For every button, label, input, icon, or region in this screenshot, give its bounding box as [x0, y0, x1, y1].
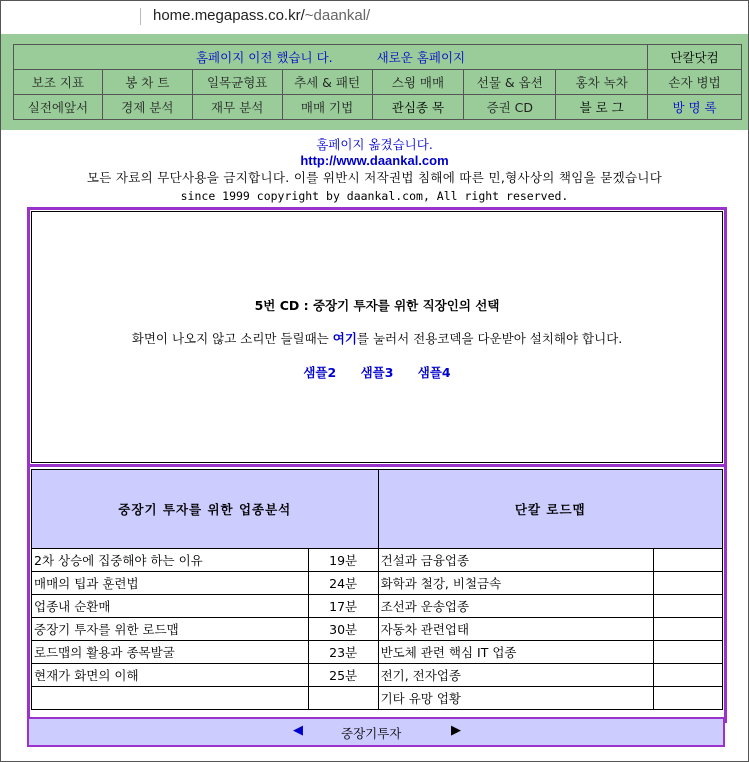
roadmap-title[interactable]: 조선과 운송업종	[378, 595, 654, 618]
nav-item-tea[interactable]: 홍차 녹차	[556, 70, 648, 95]
codec-download-link[interactable]: 여기	[332, 331, 357, 346]
sample-links	[32, 363, 722, 381]
roadmap-title[interactable]: 화학과 철강, 비철금속	[378, 572, 654, 595]
copyright-since: since 1999 copyright by daankal.com, All right reserved.	[180, 189, 569, 203]
nav-moved-text: 홈페이지 이전 했습니 다.	[195, 50, 333, 65]
roadmap-title[interactable]: 자동차 관련업태	[378, 618, 654, 641]
lecture-title[interactable]: 중장기 투자를 위한 로드맵	[32, 618, 309, 641]
roadmap-empty-cell	[654, 572, 723, 595]
roadmap-title[interactable]: 건설과 금융업종	[378, 549, 654, 572]
url-path: ~daankal/	[304, 7, 371, 24]
lecture-duration: 23분	[308, 641, 378, 664]
lecture-duration: 30분	[308, 618, 378, 641]
nav-item-ichimoku[interactable]: 일목균형표	[192, 70, 282, 95]
moved-notice: 홈페이지 옮겼습니다.	[316, 137, 433, 152]
right-column-header: 단칼 로드맵	[378, 470, 722, 549]
nav-item-candle-chart[interactable]: 봉 차 트	[102, 70, 192, 95]
lecture-duration: 25분	[308, 664, 378, 687]
roadmap-empty-cell	[654, 549, 723, 572]
lecture-duration: 19분	[308, 549, 378, 572]
table-row	[32, 595, 723, 618]
sample-link-4[interactable]: 샘플4	[417, 365, 451, 380]
roadmap-empty-cell	[654, 618, 723, 641]
lecture-title[interactable]: 매매의 팁과 훈련법	[32, 572, 309, 595]
address-bar-divider	[140, 8, 141, 25]
lecture-duration	[308, 687, 378, 710]
cd-description	[32, 329, 722, 347]
top-navigation	[1, 34, 748, 130]
notice-block	[1, 137, 748, 206]
table-row	[32, 664, 723, 687]
next-arrow-icon[interactable]: ▶	[451, 723, 461, 738]
nav-item-economic-analysis[interactable]: 경제 분석	[102, 95, 192, 120]
nav-item-trading-technique[interactable]: 매매 기법	[282, 95, 372, 120]
prev-arrow-icon[interactable]: ◀	[293, 723, 303, 738]
lecture-title	[32, 687, 309, 710]
nav-item-trend-pattern[interactable]: 추세 & 패턴	[282, 70, 372, 95]
lecture-duration: 24분	[308, 572, 378, 595]
cd-title: 5번 CD : 중장기 투자를 위한 직장인의 선택	[254, 298, 500, 313]
codec-text-before: 화면이 나오지 않고 소리만 들릴때는	[131, 331, 333, 346]
nav-item-sunzi[interactable]: 손자 병법	[648, 70, 742, 95]
sample-link-3[interactable]: 샘플3	[360, 365, 394, 380]
cd-info-box	[31, 211, 723, 463]
copyright-warning: 모든 자료의 무단사용을 금지합니다. 이를 위반시 저작권법 침해에 따른 민,형사상의 책임을 묻겠습니다	[86, 170, 663, 185]
nav-daankal-link[interactable]: 단칼닷컴	[648, 45, 742, 70]
footer-section-label[interactable]: 중장기투자	[341, 726, 402, 741]
roadmap-title[interactable]: 반도체 관련 핵심 IT 업종	[378, 641, 654, 664]
roadmap-empty-cell	[654, 664, 723, 687]
nav-item-financial-analysis[interactable]: 재무 분석	[192, 95, 282, 120]
lecture-duration: 17분	[308, 595, 378, 618]
lecture-table	[31, 469, 723, 710]
nav-item-blog[interactable]: 블 로 그	[556, 95, 648, 120]
table-row	[32, 687, 723, 710]
section-divider	[30, 464, 724, 467]
lecture-title[interactable]: 로드맵의 활용과 종목발굴	[32, 641, 309, 664]
nav-item-aux-indicators[interactable]: 보조 지표	[14, 70, 103, 95]
cd-panel	[27, 207, 727, 723]
roadmap-empty-cell	[654, 687, 723, 710]
nav-new-homepage-link[interactable]: 새로운 홈페이지	[376, 50, 466, 65]
table-row	[32, 572, 723, 595]
left-column-header: 중장기 투자를 위한 업종분석	[32, 470, 379, 549]
roadmap-title[interactable]: 전기, 전자업종	[378, 664, 654, 687]
new-site-link[interactable]: http://www.daankal.com	[300, 153, 449, 168]
footer-nav	[27, 717, 725, 747]
codec-text-after: 를 눌러서 전용코덱을 다운받아 설치해야 합니다.	[356, 331, 623, 346]
table-row	[32, 549, 723, 572]
sample-link-2[interactable]: 샘플2	[303, 365, 337, 380]
lecture-title[interactable]: 업종내 순환매	[32, 595, 309, 618]
nav-item-watchlist[interactable]: 관심종 목	[372, 95, 464, 120]
table-row	[32, 618, 723, 641]
nav-table	[13, 44, 742, 120]
nav-item-before-practice[interactable]: 실전에앞서	[14, 95, 103, 120]
address-bar[interactable]	[1, 1, 748, 32]
lecture-title[interactable]: 2차 상승에 집중해야 하는 이유	[32, 549, 309, 572]
nav-item-futures-options[interactable]: 선물 & 옵션	[464, 70, 556, 95]
roadmap-title[interactable]: 기타 유망 업황	[378, 687, 654, 710]
nav-item-securities-cd[interactable]: 증권 CD	[464, 95, 556, 120]
nav-item-swing-trading[interactable]: 스윙 매매	[372, 70, 464, 95]
roadmap-empty-cell	[654, 595, 723, 618]
address-url[interactable]	[153, 7, 370, 24]
roadmap-empty-cell	[654, 641, 723, 664]
nav-item-guestbook[interactable]: 방 명 록	[648, 95, 742, 120]
url-host: home.megapass.co.kr/	[153, 7, 305, 24]
nav-moved-notice	[14, 45, 648, 70]
table-row	[32, 641, 723, 664]
lecture-title[interactable]: 현재가 화면의 이해	[32, 664, 309, 687]
